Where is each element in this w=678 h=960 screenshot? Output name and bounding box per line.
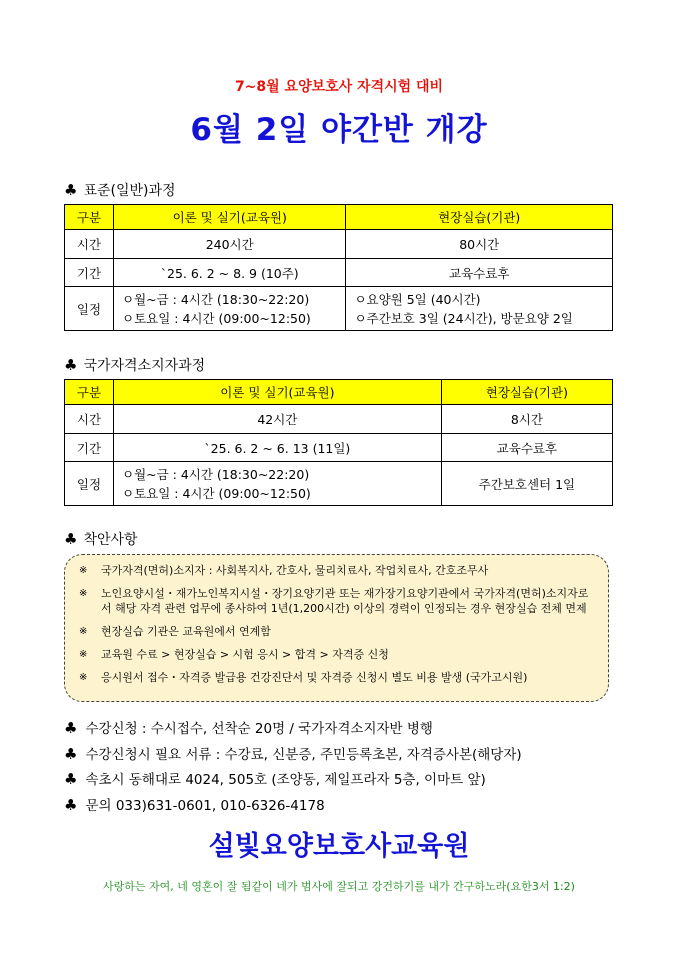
row-label: 시간 xyxy=(65,230,114,259)
club-icon: ♣ xyxy=(64,770,78,788)
list-item xyxy=(64,716,522,742)
list-item xyxy=(79,563,598,578)
club-icon: ♣ xyxy=(64,530,78,548)
header-cell: 구분 xyxy=(65,380,114,405)
table-cell: 42시간 xyxy=(114,405,442,434)
section-heading-licensed xyxy=(64,355,205,375)
header-cell: 현장실습(기관) xyxy=(441,380,612,405)
row-label: 일정 xyxy=(65,462,114,506)
section-heading-notes xyxy=(64,529,138,549)
header-cell: 이론 및 실기(교육원) xyxy=(114,205,346,230)
notes-box xyxy=(64,554,609,702)
table-row xyxy=(65,230,613,259)
schedule-line: ㅇ토요일 : 4시간 (09:00~12:50) xyxy=(122,485,311,501)
reference-mark-icon: ※ xyxy=(79,565,88,576)
table-cell: `25. 6. 2 ~ 8. 9 (10주) xyxy=(114,259,346,287)
info-text: 수강신청 : 수시접수, 선착순 20명 / 국가자격소지자반 병행 xyxy=(85,721,433,737)
organization-name: 설빛요양보호사교육원 xyxy=(208,831,470,862)
club-icon: ♣ xyxy=(64,744,78,763)
list-item xyxy=(79,670,598,685)
table-cell xyxy=(346,287,613,331)
note-text: 노인요양시설・재가노인복지시설・장기요양기관 또는 재가장기요양기관에서 국가자격(면허)소지자로서 해당 자격 관련 업무에 종사하여 1년(1,200시간) 이상의 경력이 인정되는 경우 현장실습 전체 면제 xyxy=(101,587,589,615)
table-row xyxy=(65,259,613,287)
list-item xyxy=(79,586,598,616)
row-label: 일정 xyxy=(65,287,114,331)
section-heading-label: 표준(일반)과정 xyxy=(83,183,176,199)
info-list xyxy=(64,716,522,818)
table-row xyxy=(65,287,613,331)
row-label: 시간 xyxy=(65,405,114,434)
info-text: 수강신청시 필요 서류 : 수강료, 신분증, 주민등록초본, 자격증사본(해당자) xyxy=(85,746,522,763)
table-header-row xyxy=(65,205,613,230)
table-cell: `25. 6. 2 ~ 6. 13 (11일) xyxy=(114,434,442,462)
section-heading-standard xyxy=(64,180,176,200)
licensed-course-table xyxy=(64,379,613,506)
header-cell: 현장실습(기관) xyxy=(346,205,613,230)
table-cell: 주간보호센터 1일 xyxy=(441,462,612,506)
table-cell: 80시간 xyxy=(346,230,613,259)
list-item xyxy=(64,742,522,768)
table-row xyxy=(65,462,613,506)
schedule-line: ㅇ월~금 : 4시간 (18:30~22:20) xyxy=(122,291,310,307)
table-cell xyxy=(114,462,442,506)
section-heading-label: 착안사항 xyxy=(83,532,138,548)
table-cell: 교육수료후 xyxy=(346,259,613,287)
subtitle: 7~8월 요양보호사 자격시험 대비 xyxy=(234,79,444,95)
page-title: 6월 2일 야간반 개강 xyxy=(190,112,488,148)
reference-mark-icon: ※ xyxy=(79,672,88,683)
reference-mark-icon: ※ xyxy=(79,626,88,637)
schedule-line: ㅇ월~금 : 4시간 (18:30~22:20) xyxy=(122,466,310,482)
table-header-row xyxy=(65,380,613,405)
schedule-line: ㅇ주간보호 3일 (24시간), 방문요양 2일 xyxy=(354,310,573,326)
info-text: 문의 033)631-0601, 010-6326-4178 xyxy=(85,797,325,814)
reference-mark-icon: ※ xyxy=(79,588,88,599)
note-text: 교육원 수료 > 현장실습 > 시험 응시 > 합격 > 자격증 신청 xyxy=(101,648,389,661)
table-row xyxy=(65,434,613,462)
row-label: 기간 xyxy=(65,259,114,287)
club-icon: ♣ xyxy=(64,181,78,199)
table-cell: 240시간 xyxy=(114,230,346,259)
list-item xyxy=(79,624,598,639)
list-item xyxy=(79,647,598,662)
list-item xyxy=(64,793,522,819)
schedule-line: ㅇ토요일 : 4시간 (09:00~12:50) xyxy=(122,310,311,326)
table-cell: 교육수료후 xyxy=(441,434,612,462)
table-row xyxy=(65,405,613,434)
footer-verse: 사랑하는 자여, 네 영혼이 잘 됨같이 네가 범사에 잘되고 강건하기를 내가 간구하노라(요한3서 1:2) xyxy=(103,880,575,893)
section-heading-label: 국가자격소지자과정 xyxy=(83,358,206,374)
note-text: 현장실습 기관은 교육원에서 연계함 xyxy=(101,625,271,638)
table-cell: 8시간 xyxy=(441,405,612,434)
row-label: 기간 xyxy=(65,434,114,462)
schedule-line: ㅇ요양원 5일 (40시간) xyxy=(354,291,481,307)
standard-course-table xyxy=(64,204,613,331)
reference-mark-icon: ※ xyxy=(79,649,88,660)
club-icon: ♣ xyxy=(64,356,78,374)
note-text: 응시원서 접수・자격증 발급용 건강진단서 및 자격증 신청시 별도 비용 발생 (국가고시원) xyxy=(101,671,528,684)
info-text: 속초시 동해대로 4024, 505호 (조양동, 제일프라자 5층, 이마트 앞) xyxy=(85,772,486,788)
header-cell: 이론 및 실기(교육원) xyxy=(114,380,442,405)
note-text: 국가자격(면허)소지자 : 사회복지사, 간호사, 물리치료사, 작업치료사, 간호조무사 xyxy=(101,564,489,577)
club-icon: ♣ xyxy=(64,719,78,737)
table-cell xyxy=(114,287,346,331)
header-cell: 구분 xyxy=(65,205,114,230)
club-icon: ♣ xyxy=(64,795,78,814)
list-item xyxy=(64,767,522,793)
